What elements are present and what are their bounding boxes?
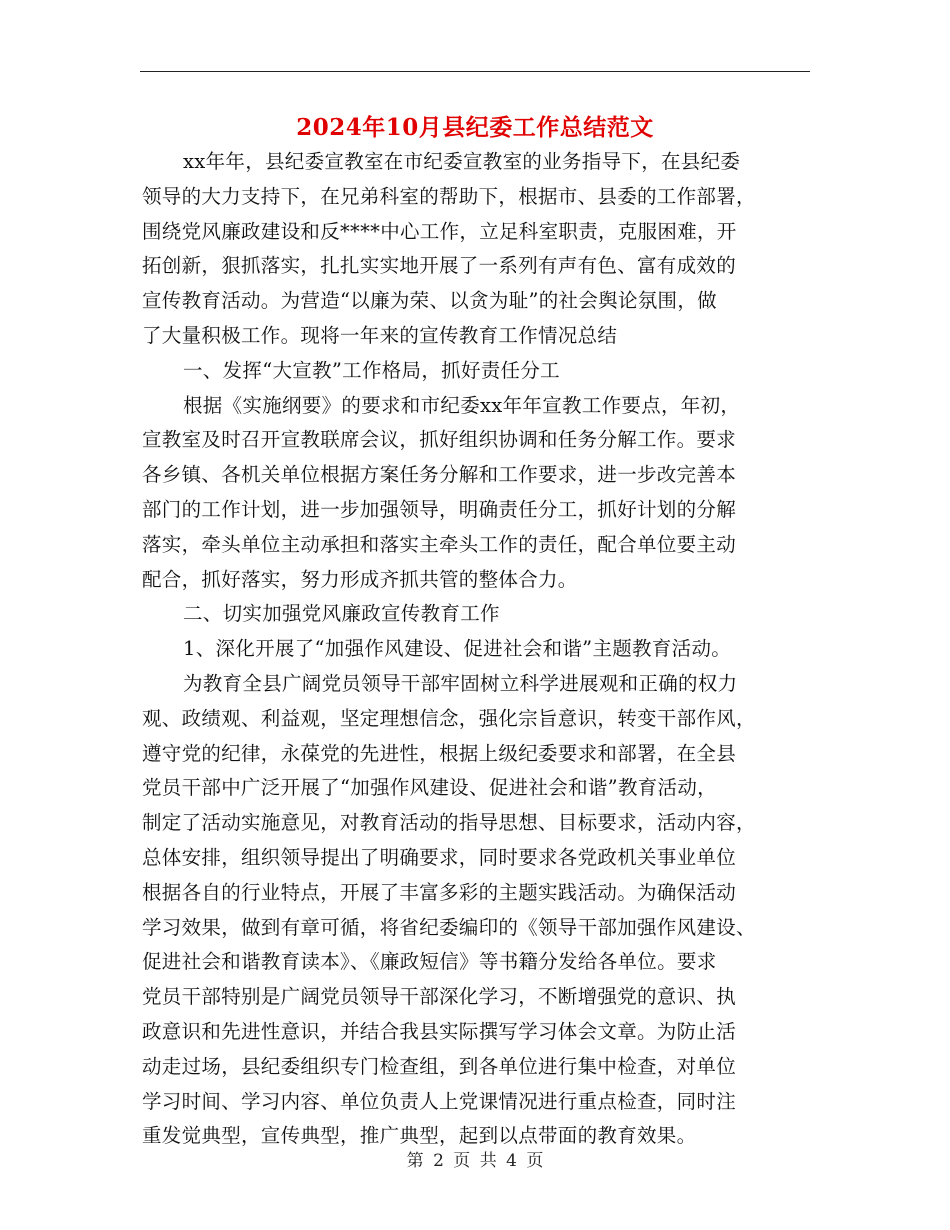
body-line: xx年年，县纪委宣教室在市纪委宣教室的业务指导下，在县纪委 [183, 150, 741, 173]
body-line: 学习时间、学习内容、单位负责人上党课情况进行重点检查，同时注 [142, 1089, 737, 1113]
body-line: 学习效果，做到有章可循，将省纪委编印的《领导干部加强作风建设、 [142, 915, 756, 939]
body-line: 围绕党风廉政建设和反****中心工作，立足科室职责，克服困难，开 [142, 219, 737, 243]
body-line: 宣教室及时召开宣教联席会议，抓好组织协调和任务分解工作。要求 [142, 428, 737, 452]
document-body [142, 145, 810, 1154]
body-line: 党员干部特别是广阔党员领导干部深化学习，不断增强党的意识、执 [142, 985, 737, 1009]
body-line: 动走过场，县纪委组织专门检查组，到各单位进行集中检查，对单位 [142, 1054, 737, 1078]
body-line: 党员干部中广泛开展了“加强作风建设、促进社会和谐”教育活动， [142, 776, 717, 800]
body-line: 促进社会和谐教育读本》、《廉政短信》等书籍分发给各单位。要求 [142, 950, 717, 974]
header-rule [140, 71, 810, 72]
body-line: 部门的工作计划，进一步加强领导，明确责任分工，抓好计划的分解 [142, 497, 737, 521]
document-title: 2024年10月县纪委工作总结范文 [296, 114, 654, 141]
body-line: 遵守党的纪律，永葆党的先进性，根据上级纪委要求和部署，在全县 [142, 741, 737, 765]
body-line: 了大量积极工作。现将一年来的宣传教育工作情况总结 [142, 323, 618, 347]
subsection-heading: 1、深化开展了“加强作风建设、促进社会和谐”主题教育活动。 [183, 637, 732, 661]
body-line: 宣传教育活动。为营造“以廉为荣、以贪为耻”的社会舆论氛围，做 [142, 289, 717, 313]
body-line: 为教育全县广阔党员领导干部牢固树立科学进展观和正确的权力 [183, 671, 738, 695]
body-line: 重发觉典型，宣传典型，推广典型，起到以点带面的教育效果。 [142, 1124, 697, 1148]
section-heading: 一、发挥“大宣教”工作格局，抓好责任分工 [183, 358, 560, 382]
body-line: 总体安排，组织领导提出了明确要求，同时要求各党政机关事业单位 [142, 845, 737, 869]
body-line: 根据《实施纲要》的要求和市纪委xx年年宣教工作要点，年初， [183, 393, 741, 417]
body-line: 配合，抓好落实，努力形成齐抓共管的整体合力。 [142, 567, 578, 591]
body-line: 落实，牵头单位主动承担和落实主牵头工作的责任，配合单位要主动 [142, 532, 737, 556]
body-line: 制定了活动实施意见，对教育活动的指导思想、目标要求，活动内容， [142, 811, 756, 835]
section-heading: 二、切实加强党风廉政宣传教育工作 [183, 602, 500, 626]
body-line: 领导的大力支持下，在兄弟科室的帮助下，根据市、县委的工作部署， [142, 184, 756, 208]
page-number: 第 2 页 共 4 页 [406, 1151, 544, 1171]
body-line: 根据各自的行业特点，开展了丰富多彩的主题实践活动。为确保活动 [142, 880, 737, 904]
body-line: 政意识和先进性意识，并结合我县实际撰写学习体会文章。为防止活 [142, 1019, 737, 1043]
body-line: 各乡镇、各机关单位根据方案任务分解和工作要求，进一步改完善本 [142, 463, 737, 487]
body-line: 拓创新，狠抓落实，扎扎实实地开展了一系列有声有色、富有成效的 [142, 254, 737, 278]
body-line: 观、政绩观、利益观，坚定理想信念，强化宗旨意识，转变干部作风， [142, 706, 756, 730]
